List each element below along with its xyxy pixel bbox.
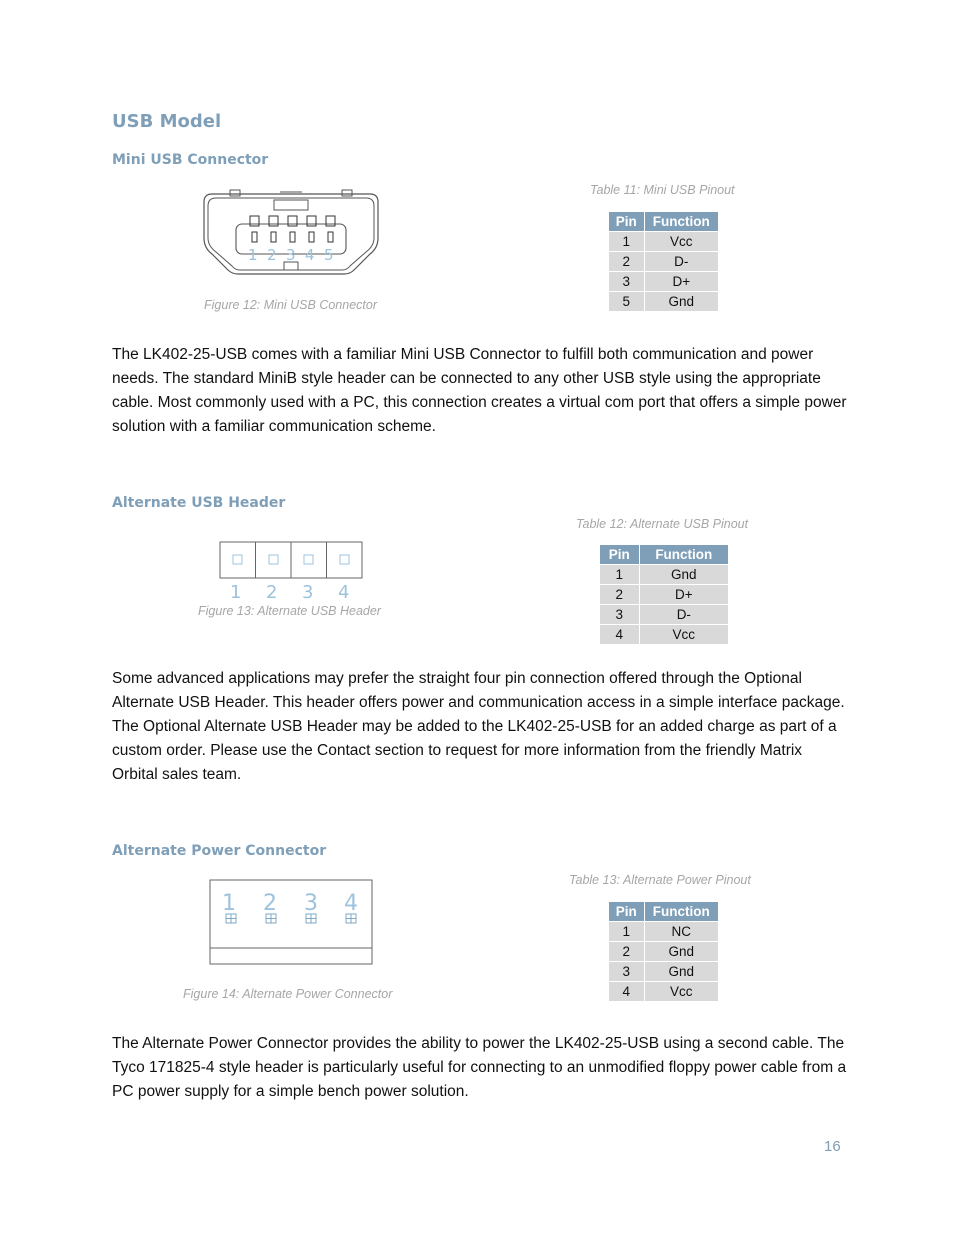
alt-usb-pin-label: 4 [338, 582, 350, 603]
figure-caption-alt-power: Figure 14: Alternate Power Connector [183, 987, 393, 1001]
table-caption-alt-power: Table 13: Alternate Power Pinout [569, 873, 751, 887]
table-row [609, 922, 719, 942]
function-cell: Vcc [639, 625, 728, 645]
column-header: Pin [609, 902, 645, 922]
table-row [609, 272, 719, 292]
pin-cell: 1 [609, 922, 645, 942]
function-cell: Gnd [644, 942, 718, 962]
function-cell: D- [644, 252, 718, 272]
paragraph-mini-usb: The LK402-25-USB comes with a familiar Mini USB Connector to fulfill both communication and power needs. The standard MiniB style header can be connected to any other USB style using the appropriate cable. Most commonly used with a PC, this connection creates a virtual com port that offers a simple power solution with a familiar communication scheme. [112, 346, 847, 435]
pin-cell: 4 [609, 982, 645, 1002]
column-header: Pin [600, 545, 640, 565]
section-title-mini-usb: Mini USB Connector [112, 152, 269, 168]
pin-cell: 2 [600, 585, 640, 605]
table-row [600, 625, 729, 645]
figure-caption-alt-usb: Figure 13: Alternate USB Header [198, 604, 381, 618]
table-row [609, 232, 719, 252]
table-row [609, 962, 719, 982]
table-caption-mini-usb: Table 11: Mini USB Pinout [590, 183, 735, 197]
alt-power-connector-figure [208, 878, 376, 968]
column-header: Function [644, 212, 718, 232]
table-header-row [609, 212, 719, 232]
function-cell: D+ [644, 272, 718, 292]
table-row [609, 252, 719, 272]
function-cell: Gnd [639, 565, 728, 585]
table-header-row [600, 545, 729, 565]
alt-power-pin-label: 4 [344, 891, 358, 916]
pin-cell: 1 [600, 565, 640, 585]
function-cell: Vcc [644, 982, 718, 1002]
alt-usb-pinout-table [599, 544, 729, 645]
table-row [609, 982, 719, 1002]
column-header: Pin [609, 212, 645, 232]
alt-power-pin-label: 1 [222, 891, 236, 916]
table-header-row [609, 902, 719, 922]
function-cell: Vcc [644, 232, 718, 252]
alt-usb-pin-label: 3 [302, 582, 314, 603]
mini-usb-pin-label: 3 [286, 246, 296, 264]
mini-usb-connector-figure [200, 186, 382, 284]
figure-caption-mini-usb: Figure 12: Mini USB Connector [204, 298, 377, 312]
mini-usb-pin-label: 4 [305, 246, 315, 264]
paragraph-alt-usb: Some advanced applications may prefer the straight four pin connection offered through the Optional Alternate USB Header. This header offers power and communication access in a simple interface package. The Optional Alternate USB Header may be added to the LK402-25-USB for an added charge as part of a custom order. Please use the Contact section to request for more information from the friendly Matrix Orbital sales team. [112, 670, 845, 783]
table-row [600, 565, 729, 585]
section-title-alt-usb: Alternate USB Header [112, 495, 286, 511]
pin-cell: 4 [600, 625, 640, 645]
pin-cell: 3 [609, 272, 645, 292]
pin-cell: 1 [609, 232, 645, 252]
table-row [609, 292, 719, 312]
alt-power-pin-label: 3 [304, 891, 318, 916]
pin-cell: 3 [609, 962, 645, 982]
pin-cell: 2 [609, 252, 645, 272]
table-caption-alt-usb: Table 12: Alternate USB Pinout [576, 517, 749, 531]
alt-usb-pin-label: 1 [230, 582, 242, 603]
pin-cell: 3 [600, 605, 640, 625]
section-title-alt-power: Alternate Power Connector [112, 843, 327, 859]
function-cell: Gnd [644, 962, 718, 982]
table-row [600, 605, 729, 625]
mini-usb-pinout-table [608, 211, 719, 312]
page-heading: USB Model [112, 111, 222, 132]
table-row [609, 942, 719, 962]
mini-usb-pin-label: 2 [267, 246, 277, 264]
column-header: Function [639, 545, 728, 565]
mini-usb-pin-label: 1 [248, 246, 258, 264]
pin-cell: 2 [609, 942, 645, 962]
page-number: 16 [824, 1138, 841, 1155]
function-cell: D- [639, 605, 728, 625]
table-row [600, 585, 729, 605]
paragraph-alt-power: The Alternate Power Connector provides the ability to power the LK402-25-USB using a second cable. The Tyco 171825-4 style header is particularly useful for connecting to an unmodified floppy power cable from a PC power supply for a simple bench power solution. [112, 1035, 847, 1100]
alt-usb-header-figure [218, 540, 366, 604]
function-cell: NC [644, 922, 718, 942]
alt-power-pinout-table [608, 901, 719, 1002]
alt-power-pin-label: 2 [263, 891, 277, 916]
mini-usb-pin-label: 5 [324, 246, 334, 264]
function-cell: Gnd [644, 292, 718, 312]
pin-cell: 5 [609, 292, 645, 312]
alt-usb-pin-label: 2 [266, 582, 278, 603]
column-header: Function [644, 902, 718, 922]
function-cell: D+ [639, 585, 728, 605]
